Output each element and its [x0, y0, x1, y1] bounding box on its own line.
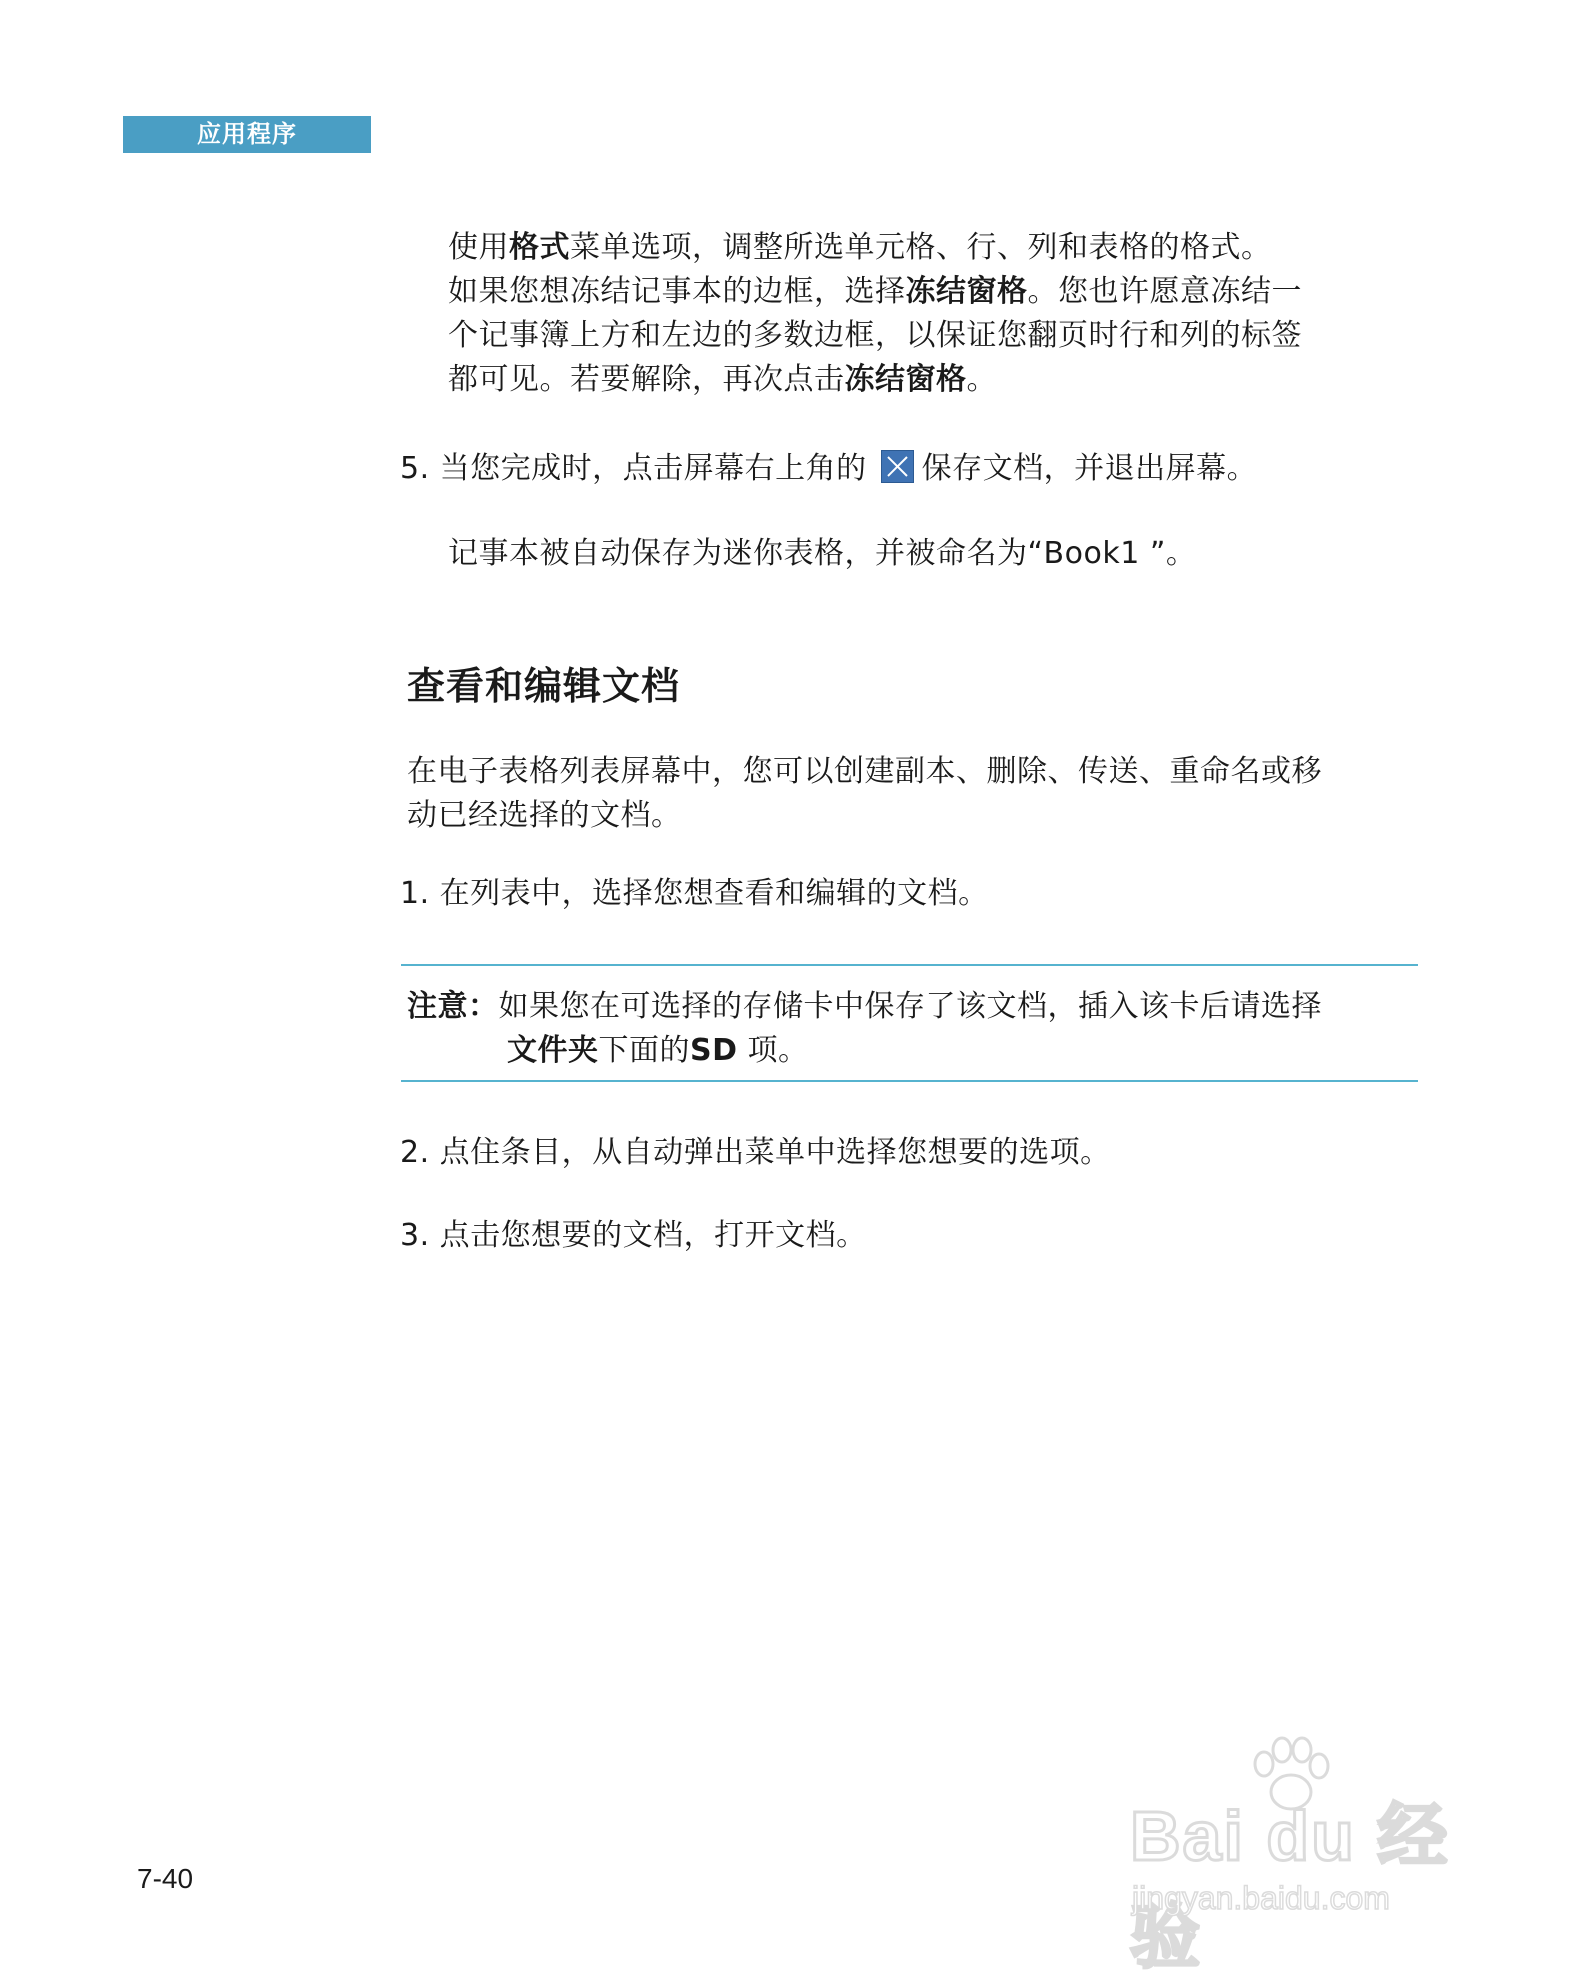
step-number: 2. — [400, 1135, 430, 1170]
step-number: 1. — [400, 876, 430, 911]
step-1: 1. 在列表中，选择您想查看和编辑的文档。 — [400, 876, 989, 911]
note-block: 注意：如果您在可选择的存储卡中保存了该文档，插入该卡后请选择 文件夹下面的SD 项。 — [407, 989, 1322, 1068]
baidu-watermark — [1124, 1740, 1504, 1976]
watermark-logo: Bai du 经验 — [1130, 1797, 1450, 1976]
step-number: 5. — [400, 451, 430, 486]
autosave-note: 记事本被自动保存为迷你表格，并被命名为“Book1 ”。 — [448, 536, 1197, 571]
section-intro: 在电子表格列表屏幕中，您可以创建副本、删除、传送、重命名或移 动已经选择的文档。 — [407, 754, 1322, 833]
watermark-url: jingyan.baidu.com — [1132, 1880, 1390, 1916]
close-icon — [881, 450, 914, 483]
note-bottom-rule — [401, 1080, 1418, 1082]
section-heading: 查看和编辑文档 — [407, 664, 681, 708]
step-3: 3. 点击您想要的文档，打开文档。 — [400, 1218, 867, 1253]
step-5: 5. 当您完成时，点击屏幕右上角的 保存文档，并退出屏幕。 — [400, 451, 1258, 486]
format-instructions: 使用格式菜单选项，调整所选单元格、行、列和表格的格式。 如果您想冻结记事本的边框，选择冻结窗格。您也许愿意冻结一 个记事簿上方和左边的多数边框，以保证您翻页时行和列的标签 都可见。若要解除，再次点击冻结窗格。 — [448, 230, 1302, 397]
step-number: 3. — [400, 1218, 430, 1253]
step-2: 2. 点住条目，从自动弹出菜单中选择您想要的选项。 — [400, 1135, 1111, 1170]
note-top-rule — [401, 964, 1418, 966]
note-label: 注意： — [407, 989, 499, 1024]
page-number: 7-40 — [137, 1863, 194, 1894]
section-tab: 应用程序 — [123, 116, 371, 153]
